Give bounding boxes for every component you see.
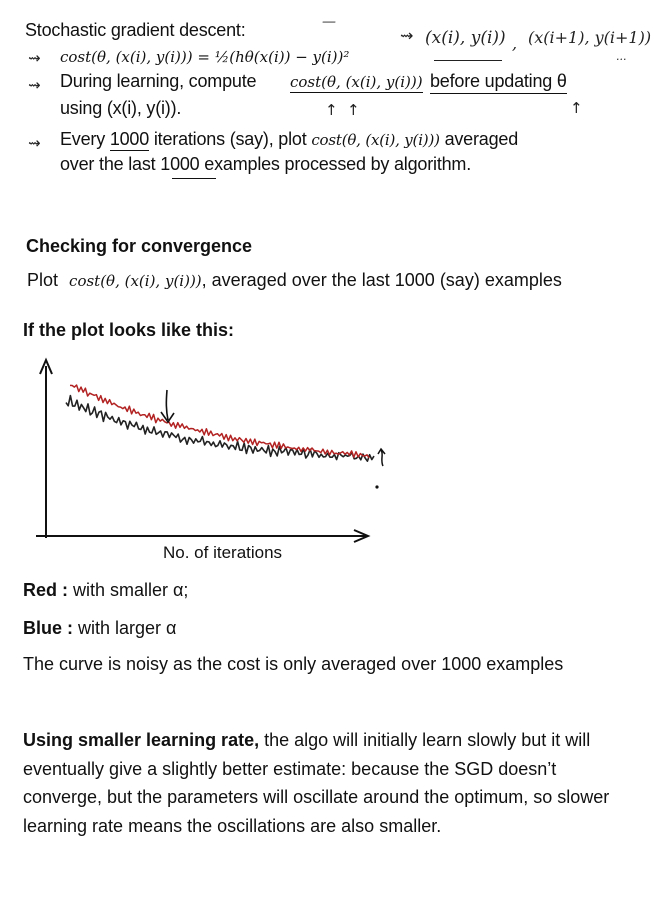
noise-note: The curve is noisy as the cost is only averaged over 1000 examples [23,654,564,674]
explanation-paragraph [23,726,618,840]
plot-prefix: Plot [27,270,59,290]
red-text: with smaller α; [68,580,189,600]
handwritten-dots: ... [616,50,627,63]
red-label: Red : [23,580,68,600]
convergence-plot-line [27,270,562,291]
step2-text: During learning, compute [60,71,257,91]
bullet-arrow-icon: ⇝ [28,134,41,152]
handwritten-pair-1: (x(i), y(i)) [425,28,506,48]
dot-mark [375,485,378,488]
blue-label: Blue : [23,618,74,638]
step3-line2: over the last 1000 examples processed by algorithm. [60,154,472,174]
step3-line1 [60,129,518,150]
red-legend-line [23,580,188,601]
up-arrow-icon: ↑ [325,101,338,119]
up-arrow-icon: ↑ [347,101,360,119]
plot-heading: If the plot looks like this: [23,320,235,340]
underline-mark [172,178,216,179]
step3-math: cost(θ, (x(i), y(i))) [311,131,440,149]
hand-arrow-icon: ⇝ [400,26,414,45]
end-mark-icon [378,449,385,466]
x-axis-label: No. of iterations [163,543,283,562]
notes-title: Stochastic gradient descent: [25,20,246,40]
plot-suffix: , averaged over the last 1000 (say) examples [201,270,562,290]
step3-mid: iterations (say), plot [149,129,307,149]
explanation-rest: the algo will initially learn slowly but it will eventually give a slightly better estimate: because the SGD doesn’t converge, but the parameters will oscillate around the optimum, so slower learning rate means the oscillations are also smaller. [23,730,610,836]
blue-legend-line [23,618,176,639]
handwritten-pair-2: (x(i+1), y(i+1)) [528,28,651,47]
plot-math: cost(θ, (x(i), y(i))) [69,272,202,290]
bullet-arrow-icon: ⇝ [28,76,41,94]
blue-text: with larger α [73,618,177,638]
handwritten-underline [434,60,502,61]
step3-suffix: averaged [444,129,519,149]
step2-math: cost(θ, (x(i), y(i))) [290,73,423,91]
step2-suffix: before updating θ [430,71,567,94]
bullet-arrow-icon: ⇝ [28,49,41,67]
explanation-lead: Using smaller learning rate, [23,730,260,750]
step2-line2: using (x(i), y(i)). [60,98,182,118]
handwritten-dash: — [322,14,336,30]
cost-formula: cost(θ, (x(i), y(i))) = ½(hθ(x(i)) − y(i))² [60,48,350,66]
handwritten-comma: , [512,34,518,53]
convergence-heading: Checking for convergence [26,236,253,256]
step3-pre: Every [60,129,110,149]
up-arrow-icon: ↑ [570,99,583,117]
convergence-plot [0,350,638,565]
pointer-arrow-icon [161,390,174,422]
step3-num: 1000 [109,129,150,149]
